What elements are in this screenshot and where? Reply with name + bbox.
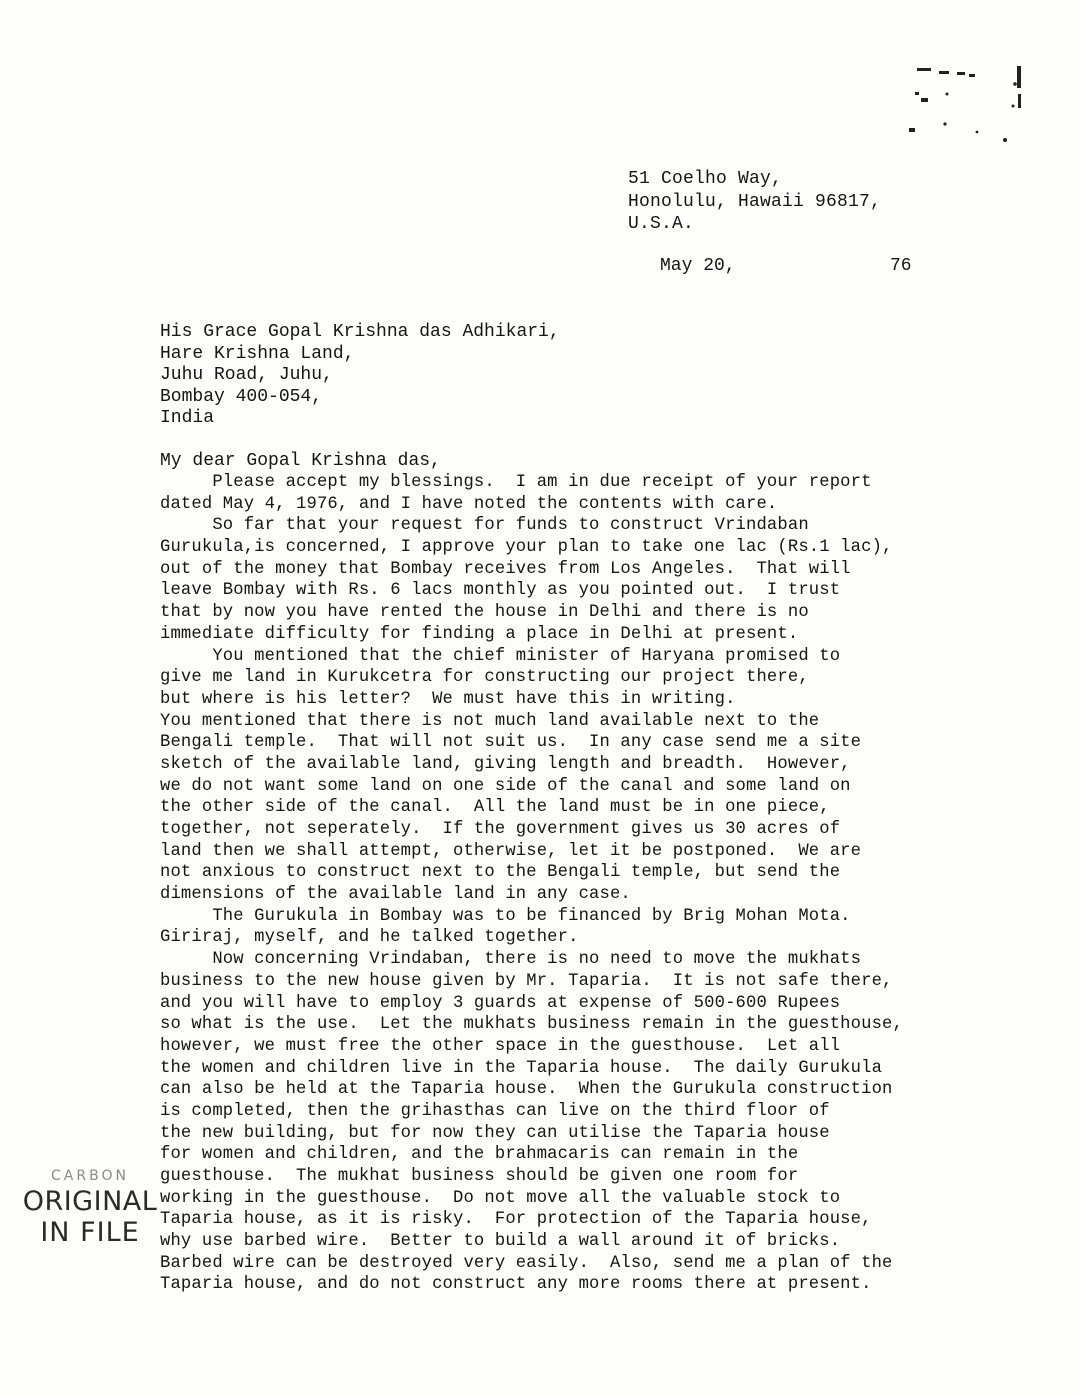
recipient-address-line: India <box>160 408 215 428</box>
body-line: dated May 4, 1976, and I have noted the contents with care. <box>160 494 778 514</box>
body-line: sketch of the available land, giving length and breadth. However, <box>160 754 851 774</box>
body-line: why use barbed wire. Better to build a wall around it of bricks. <box>160 1232 841 1252</box>
body-line: You mentioned that the chief minister of Haryana promised to <box>160 646 841 666</box>
body-line: the women and children live in the Taparia house. The daily Gurukula <box>160 1058 883 1078</box>
body-line: not anxious to construct next to the Bengali temple, but send the <box>160 863 841 883</box>
body-line: So far that your request for funds to construct Vrindaban <box>160 516 809 536</box>
recipient-address <box>160 322 560 430</box>
body-line: Gurukula,is concerned, I approve your plan to take one lac (Rs.1 lac), <box>160 538 893 558</box>
stamp-in-file-text: IN FILE <box>40 1217 140 1248</box>
body-line: Now concerning Vrindaban, there is no need to move the mukhats <box>160 950 862 970</box>
body-line: that by now you have rented the house in Delhi and there is no <box>160 603 809 623</box>
body-line: land then we shall attempt, otherwise, let it be postponed. We are <box>160 841 862 861</box>
body-line: guesthouse. The mukhat business should be given one room for <box>160 1167 799 1186</box>
body-line: Please accept my blessings. I am in due receipt of your report <box>160 473 872 492</box>
body-line: however, we must free the other space in the guesthouse. Let all <box>160 1036 841 1056</box>
body-line: Barbed wire can be destroyed very easily. Also, send me a plan of the <box>160 1253 893 1273</box>
body-line: give me land in Kurukcetra for constructing our project there, <box>160 668 809 688</box>
stamp-original-text: ORIGINAL <box>22 1186 158 1217</box>
body-line: so what is the use. Let the mukhats business remain in the guesthouse, <box>160 1015 903 1035</box>
body-line: immediate difficulty for finding a place in Delhi at present. <box>160 624 799 644</box>
body-line: and you will have to employ 3 guards at expense of 500-600 Rupees <box>160 993 841 1013</box>
body-line: but where is his letter? We must have this in writing. <box>160 689 736 709</box>
body-line: for women and children, and the brahmacaris can remain in the <box>160 1145 799 1165</box>
body-line: Taparia house, and do not construct any more rooms there at present. <box>160 1275 872 1295</box>
body-line: we do not want some land on one side of the canal and some land on <box>160 776 851 796</box>
recipient-address-line: Hare Krishna Land, <box>160 343 355 364</box>
body-line: The Gurukula in Bombay was to be financed by Brig Mohan Mota. <box>160 906 851 926</box>
body-line: is completed, then the grihasthas can live on the third floor of <box>160 1101 830 1121</box>
letter-body <box>160 472 980 1296</box>
body-line: can also be held at the Taparia house. When the Gurukula construction <box>160 1080 893 1100</box>
body-line: You mentioned that there is not much land available next to the <box>160 711 820 731</box>
body-line: Giriraj, myself, and he talked together. <box>160 928 579 948</box>
stamp-carbon-text: CARBON <box>51 1168 129 1184</box>
salutation: My dear Gopal Krishna das, <box>160 451 441 471</box>
body-line: leave Bombay with Rs. 6 lacs monthly as you pointed out. I trust <box>160 581 841 601</box>
carbon-original-stamp <box>20 1168 160 1248</box>
body-line: dimensions of the available land in any case. <box>160 885 631 905</box>
body-line: together, not seperately. If the government gives us 30 acres of <box>160 820 841 839</box>
recipient-address-line: Juhu Road, Juhu, <box>160 365 333 385</box>
letter-year: 76 <box>890 256 912 276</box>
body-line: working in the guesthouse. Do not move all the valuable stock to <box>160 1188 841 1208</box>
body-line: the new building, but for now they can utilise the Taparia house <box>160 1123 830 1143</box>
sender-address-line: 51 Coelho Way, <box>628 169 783 189</box>
recipient-address-line: Bombay 400-054, <box>160 386 323 407</box>
body-line: business to the new house given by Mr. Taparia. It is not safe there, <box>160 971 893 991</box>
letter-date: May 20, <box>660 256 736 276</box>
body-line: the other side of the canal. All the land must be in one piece, <box>160 798 830 818</box>
body-line: Bengali temple. That will not suit us. In any case send me a site <box>160 733 862 753</box>
recipient-address-line: His Grace Gopal Krishna das Adhikari, <box>160 322 560 342</box>
sender-address-line: U.S.A. <box>628 214 695 234</box>
sender-address <box>628 168 881 236</box>
header-ink-marks <box>905 62 1025 152</box>
sender-address-line: Honolulu, Hawaii 96817, <box>628 191 882 212</box>
body-line: Taparia house, as it is risky. For protection of the Taparia house, <box>160 1210 872 1230</box>
body-line: out of the money that Bombay receives from Los Angeles. That will <box>160 559 851 579</box>
